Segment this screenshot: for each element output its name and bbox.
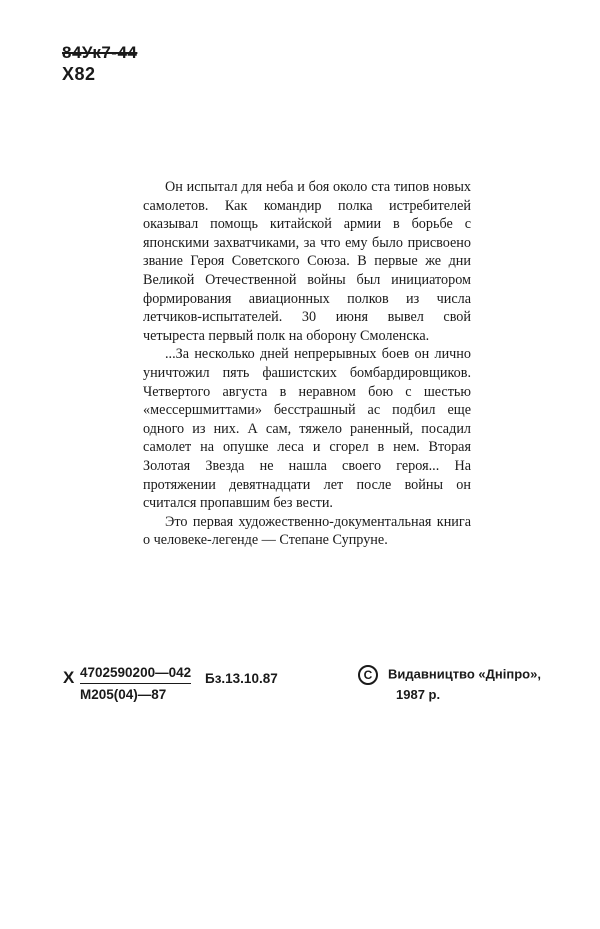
imprint-sign-code: Бз.13.10.87 bbox=[205, 671, 278, 686]
publisher-name: Видавництво «Дніпро», bbox=[388, 666, 541, 682]
imprint-fraction bbox=[80, 663, 191, 704]
annotation-paragraph: Это первая художественно-документальная книга о человеке-легенде — Степане Супруне. bbox=[143, 513, 471, 549]
udk-code: 84Ук7-44 bbox=[62, 43, 138, 62]
annotation-paragraph: Он испытал для неба и боя около ста типов новых самолетов. Как командир полка истребителей оказывал помощь китайской армии в борьбе с японскими захватчиками, за что ему было присвоено звание Героя Советского Союза. В первые же дни Великой Отечественной войны был инициатором формирования авиационных полков из числа летчиков-испытателей. 30 июня вывел свой четыреста первый полк на оборону Смоленска. bbox=[143, 179, 471, 344]
annotation-paragraph: ...За несколько дней непрерывных боев он лично уничтожил пять фашистских бомбардировщиков. Четвертого августа в неравном бою с шестью «мессершмиттами» бесстрашный ас подбил еще одного из них. А сам, тяжело раненный, посадил самолет на опушке леса и сгорел в нем. Вторая Золотая Звезда не нашла своего героя... На протяжении девятнадцати лет после войны он считался пропавшим без вести. bbox=[143, 346, 471, 512]
book-annotation bbox=[143, 178, 471, 550]
copyright-icon: С bbox=[358, 665, 378, 685]
copyright-block bbox=[358, 664, 541, 705]
bbk-code: Х82 bbox=[62, 64, 96, 84]
imprint-numerator: 4702590200—042 bbox=[80, 663, 191, 684]
imprint-denominator: М205(04)—87 bbox=[80, 687, 167, 702]
imprint-letter: Х bbox=[63, 668, 75, 687]
publication-year: 1987 р. bbox=[396, 686, 441, 702]
